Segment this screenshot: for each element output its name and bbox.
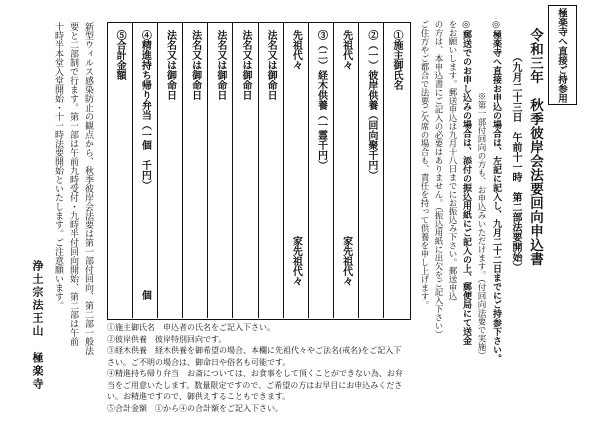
form-column-label: 法名又は御命日 (265, 30, 277, 100)
footnote-3: ③経木供養 経木供養を御希望の場合、本欄に先祖代々やご法名(戒名)をご記入下さい。ご不明の場合は、御命日や俗名も可能です。 (107, 346, 402, 367)
footnote-4: ④精進持ち帰り弁当 お斎については、お食事をして頂くことができない為、お弁当をご用意いたします。数量限定ですので、ご希望の方はお早目にお申込みください。お精進ですので、御供えすることもできます。 (107, 369, 403, 401)
form-column-divider (283, 22, 284, 318)
header-badge: 極楽寺へ直接ご持参用 (556, 8, 567, 103)
form-column-divider (383, 22, 384, 318)
form-column-divider (132, 22, 133, 318)
form-column-trailing: 家先祖代々 (290, 236, 302, 286)
notice-line-4: をお願いします。郵送申込は九月十八日までにお振込み下さい。郵送申込 (447, 20, 457, 301)
form-column-label: ①施主御氏名 (391, 30, 402, 90)
form-column-label: 法名又は御命日 (189, 30, 201, 100)
footnote-1: ①施主御氏名 申込者の氏名をご記入下さい。 (107, 323, 275, 332)
signature-sect: 浄土宗法王山 (31, 260, 44, 338)
form-column-divider (182, 22, 183, 318)
form-column-label: ④精進持ち帰り弁当（一個 千円） (139, 30, 151, 190)
form-column-label: 法名又は御命日 (240, 30, 251, 100)
form-column-divider (308, 22, 309, 318)
notice-line-5: の方は、本申込書にご記入の必要はありません。（振込用紙に出欠をご記入下さい） (433, 20, 443, 339)
form-column-label: 法名又は御命日 (214, 30, 226, 100)
notice-line-1: ◎極楽寺へ直接お申込の場合は、左記に記入し、九月二十二日までにご持参下さい。 (491, 20, 501, 363)
form-column-divider (258, 22, 259, 318)
form-column-divider (207, 22, 208, 318)
form-column-label: ③（二）経木供養（一霊千円） (315, 30, 327, 170)
form-column-label: 先祖代々 (290, 30, 302, 70)
form-column-trailing: 個 (139, 290, 151, 300)
left-notice-line-3: 十時半本堂入堂開始・十一時法要開始といたします。ご注意願います。 (53, 22, 63, 310)
form-column-label: 法名又は御命日 (164, 30, 176, 100)
footnote-5: ⑤合計金額 ①から④の合計額をご記入下さい。 (107, 403, 283, 413)
form-column-label: 先祖代々 (340, 30, 352, 70)
footnote-2: ②彼岸供養 彼岸特別回向です。 (107, 334, 227, 344)
form-column-divider (333, 22, 334, 318)
form-column-divider (232, 22, 233, 318)
signature-temple: 極楽寺 (31, 352, 44, 391)
left-notice-line-2: 要と二部制で行ます。第一部は午前九時受付・九時半付回向開始、第二部は午前 (68, 22, 78, 346)
form-column-divider (157, 22, 158, 318)
notice-line-3: ◎郵送でのお申し込みの場合は、添付の振込用紙にご記入の上、郵便局にて送金 (461, 20, 471, 345)
form-column-label: ②（一）彼岸供養（回向聚千円） (365, 30, 377, 180)
schedule-text: （九月二十三日 午前十一時 第二部法要開始） (510, 52, 521, 272)
footnotes (107, 322, 407, 414)
notice-line-6: ご住方やご都合で法要ご欠席の場合も、責任を持って供養を申し上げます。 (419, 20, 429, 309)
form-column-trailing: 家先祖代々 (340, 236, 352, 286)
left-notice-line-1: 新型ウィルス感染防止の観点から、秋季彼岸会法要は第一部付回向、第二部一般法 (83, 22, 93, 355)
form-column-label: ⑤合計金額 (114, 30, 126, 80)
notice-line-2: ※第一部付回向の方も、お申込みいただけます。（付回向法要で実施） (476, 92, 486, 360)
page-title: 令和三年 秋季彼岸会法要回向申込書 (527, 28, 543, 266)
form-column-divider (358, 22, 359, 318)
